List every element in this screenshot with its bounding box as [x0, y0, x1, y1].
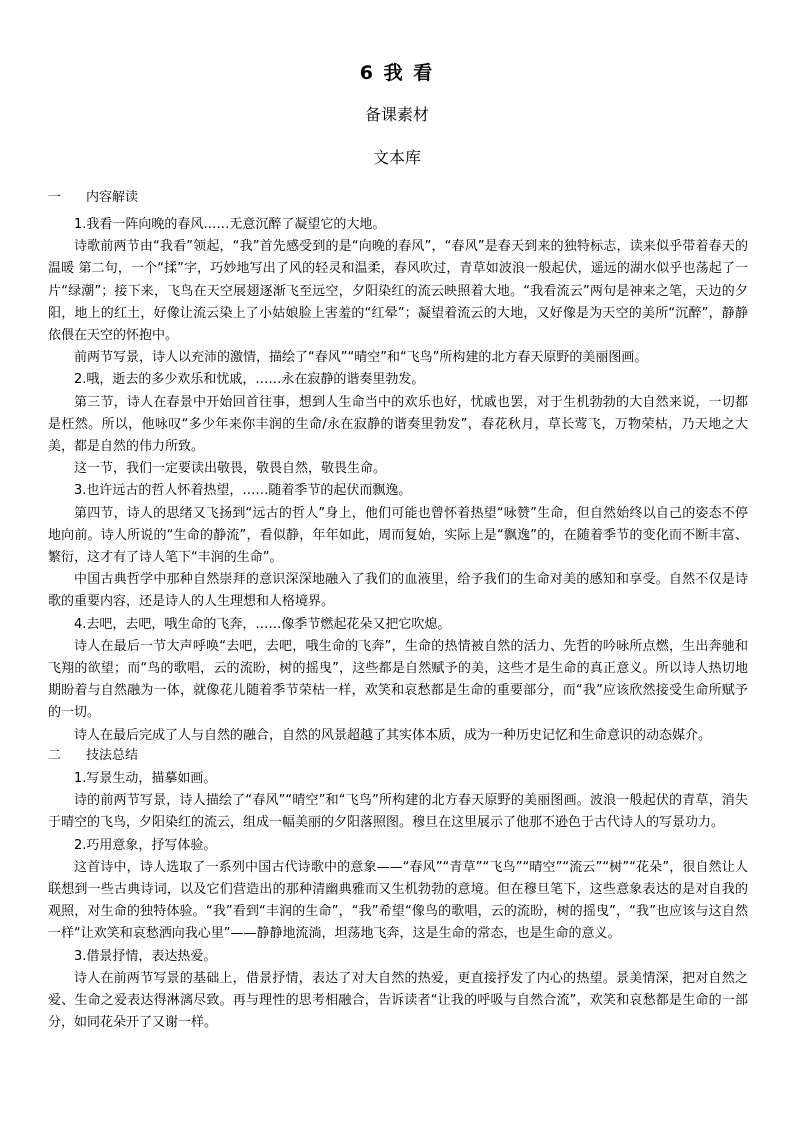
paragraph: 第四节，诗人的思绪又飞扬到“远古的哲人”身上，他们可能也曾怀着热望“咏赞”生命，但自然始终以自己的姿态不停地向前。诗人所说的“生命的静流”，看似静，年年如此，周而复始，实际上是“飘逸”的，在随着季节的变化而不断丰富、繁衍，这才有了诗人笔下“丰润的生命”。: [48, 505, 748, 566]
section-body-content: [48, 214, 748, 747]
material-subtitle: 备课素材: [364, 105, 429, 124]
paragraph: 诗歌前两节由“我看”领起，“我”首先感受到的是“向晚的春风”，“春风”是春天到来的独特标志，读来似乎带着春天的温暖 第二句，一个“揉”字，巧妙地写出了风的轻灵和温柔，春风吹过，青草如波浪一般起伏，遥远的湖水似乎也荡起了一片“绿潮”；接下来，飞鸟在天空展翅逐渐飞至远空，夕阳染红的流云映照着大地。“我看流云”两句是神来之笔，天边的夕阳，地上的红土，好像让流云染上了小姑娘脸上害羞的“红晕”；凝望着流云的大地，又好像是为天空的美所“沉醉”，静静依偎在天空的怀抱中。: [48, 239, 748, 344]
section-title: 技法总结: [86, 748, 139, 763]
section-body-technique: [48, 768, 748, 1034]
section-heading-technique: [48, 744, 138, 763]
library-subtitle: 文本库: [372, 148, 421, 167]
paragraph: 第三节，诗人在春景中开始回首往事，想到人生命当中的欢乐也好，忧戚也罢，对于生机勃勃的大自然来说，一切都是枉然。所以，他咏叹“多少年来你丰润的生命/永在寂静的谐奏里勃发”，春花秋月，草长莺飞，万物荣枯，乃天地之大美，都是自然的伟力所致。: [48, 394, 748, 455]
section-heading-content: [48, 186, 138, 205]
paragraph: 2.巧用意象，抒写体验。: [74, 837, 217, 853]
paragraph: 前两节写景，诗人以充沛的激情，描绘了“春风”“晴空”和“飞鸟”所构建的北方春天原野的美丽图画。: [74, 350, 648, 366]
paragraph: 1.写景生动，描摹如画。: [74, 771, 217, 786]
paragraph: 诗人在最后一节大声呼唤“去吧，去吧，哦生命的飞奔”，生命的热情被自然的活力、先哲的吟咏所点燃，生出奔驰和飞翔的欲望；而“鸟的歌唱，云的流盼，树的摇曳”，这些都是自然赋予的美，这些才是生命的真正意义。所以诗人热切地期盼着与自然融为一体，就像花儿随着季节荣枯一样，欢笑和哀愁都是生命的重要部分，而“我”应该欣然接受生命所赋予的一切。: [48, 638, 748, 721]
paragraph: 中国古典哲学中那种自然崇拜的意识深深地融入了我们的血液里，给予我们的生命对美的感知和享受。自然不仅是诗歌的重要内容，还是诗人的人生理想和人格境界。: [48, 572, 748, 610]
lesson-title: 6 我 看: [359, 62, 435, 84]
section-number: 一: [48, 190, 62, 205]
paragraph: 这一节，我们一定要读出敬畏，敬畏自然，敬畏生命。: [74, 461, 387, 477]
paragraph: 3.借景抒情，表达热爱。: [74, 948, 217, 964]
section-number: 二: [48, 748, 62, 763]
paragraph: 这首诗中，诗人选取了一系列中国古代诗歌中的意象——“春风”“青草”“飞鸟”“晴空”“流云”“树”“花朵”，很自然让人联想到一些古典诗词，以及它们营造出的那种清幽典雅而又生机勃勃的意境。但在穆旦笔下，这些意象表达的是对自我的观照，对生命的独特体验。“我”看到“丰润的生命”，“我”希望“像鸟的歌唱，云的流盼，树的摇曳”，“我”也应该与这自然一样“让欢笑和哀愁洒向我心里”——静静地流淌，坦荡地飞奔，这是生命的常态，也是生命的意义。: [48, 859, 748, 942]
paragraph: 3.也许远古的哲人怀着热望，……随着季节的起伏而飘逸。: [74, 483, 412, 499]
paragraph: 诗人在前两节写景的基础上，借景抒情，表达了对大自然的热爱，更直接抒发了内心的热望。景美情深，把对自然之爱、生命之爱表达得淋漓尽致。再与理性的思考相融合，告诉读者“让我的呼吸与自然合流”，欢笑和哀愁都是生命的一部分，如同花朵开了又谢一样。: [48, 970, 748, 1031]
section-title: 内容解读: [86, 190, 139, 205]
paragraph: 1.我看一阵向晚的春风……无意沉醉了凝望它的大地。: [74, 217, 386, 232]
paragraph: 4.去吧，去吧，哦生命的飞奔，……像季节燃起花朵又把它吹熄。: [74, 616, 451, 632]
paragraph: 诗人在最后完成了人与自然的融合，自然的风景超越了其实体本质，成为一种历史记忆和生命意识的动态媒介。: [74, 727, 712, 743]
paragraph: 2.哦，逝去的多少欢乐和忧戚，……永在寂静的谐奏里勃发。: [74, 372, 425, 388]
paragraph: 诗的前两节写景，诗人描绘了“春风”“晴空”和“飞鸟”所构建的北方春天原野的美丽图画。波浪一般起伏的青草，消失于晴空的飞鸟，夕阳染红的流云，组成一幅美丽的夕阳落照图。穆旦在这里展示了他那不逊色于古代诗人的写景功力。: [48, 793, 748, 831]
